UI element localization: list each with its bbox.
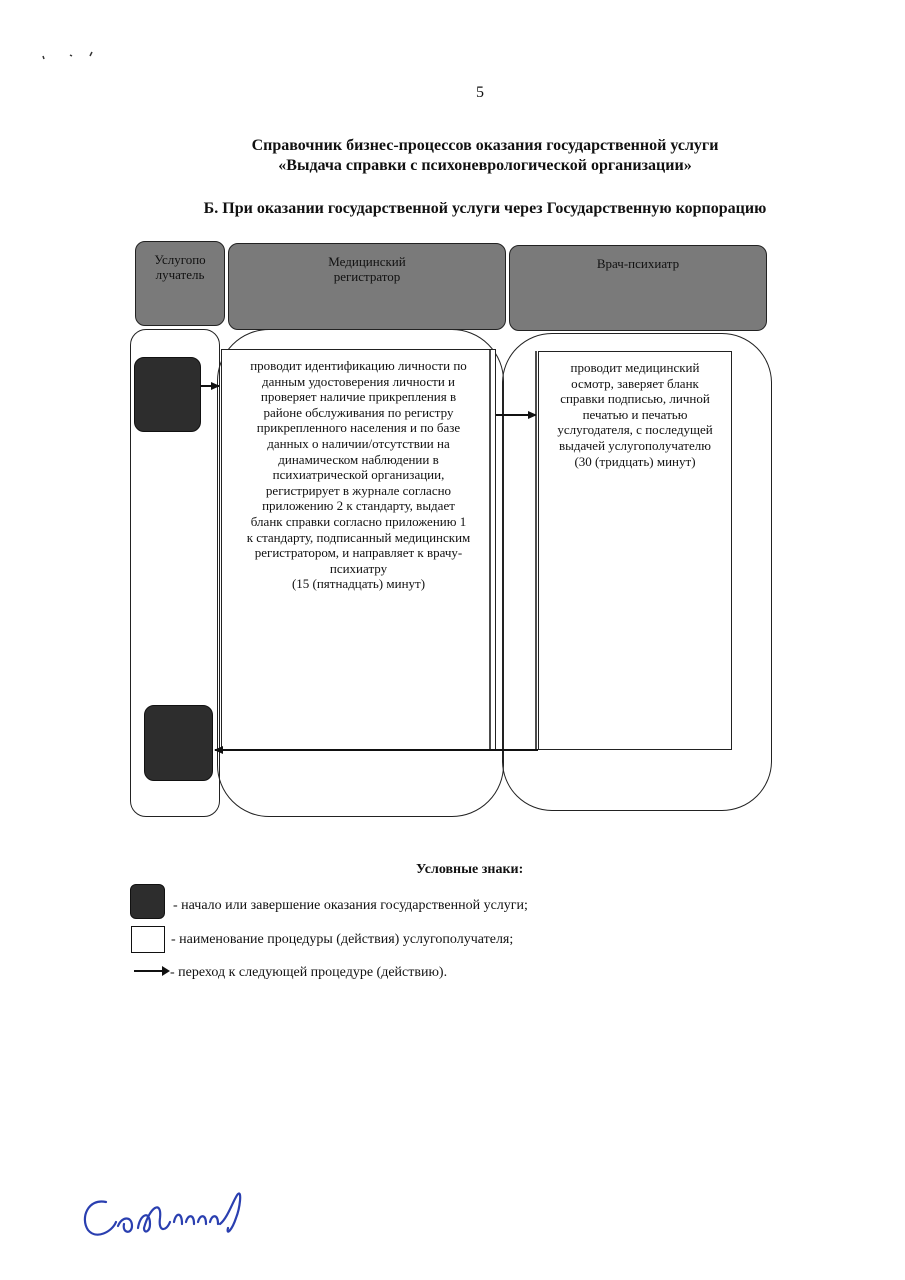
process-text-line: проверяет наличие прикрепления в [260, 389, 457, 405]
scan-specks [40, 50, 120, 70]
legend-title: Условные знаки: [416, 862, 524, 877]
process-text-line: к стандарту, подписанный медицинским [246, 529, 471, 545]
lane-label-line2: регистратор [333, 269, 401, 284]
lane-label-line1: Медицинский [328, 254, 406, 269]
legend-procedure-icon [131, 926, 165, 953]
process-text-line: данным удостоверения личности и [261, 373, 456, 389]
title-line-1: Справочник бизнес-процессов оказания государственной услуги [251, 137, 719, 154]
process-text-line: (30 (тридцать) минут) [574, 453, 696, 469]
lane-label-line2: лучатель [155, 267, 205, 282]
process-text-line: районе обслуживания по регистру [263, 404, 454, 420]
legend-terminal-icon [130, 884, 165, 919]
process-text-line: справки подписью, личной [560, 391, 710, 407]
page-number: 5 [476, 84, 484, 101]
legend-arrow-icon [132, 964, 172, 978]
process-text-line: выдачей услугополучателю [559, 437, 711, 453]
process-text-line: регистратором, и направляет к врачу- [254, 545, 463, 561]
process-text-line: проводит идентификацию личности по [250, 358, 467, 373]
process-text-line: динамическом наблюдении в [278, 451, 439, 467]
process-text-line: услугодателя, с последущей [557, 422, 713, 438]
process-text-line: приложению 2 к стандарту, выдает [262, 498, 455, 514]
legend-procedure-text: - наименование процедуры (действия) услугополучателя; [171, 932, 514, 947]
process-text-line: печатью и печатью [582, 406, 688, 422]
process-text-line: прикрепленного населения и по базе [256, 420, 461, 436]
process-text-line: бланк справки согласно приложению 1 [250, 513, 467, 529]
process-text-line: психиатру [329, 560, 388, 576]
process-text-line: психиатрической организации, [272, 467, 445, 483]
signature-image [78, 1188, 258, 1258]
process-text-line: данных о наличии/отсутствии на [267, 435, 450, 451]
section-subtitle: Б. При оказании государственной услуги через Государственную корпорацию [203, 200, 767, 217]
lane-label-line1: Врач-психиатр [596, 256, 680, 271]
process-text-line: осмотр, заверяет бланк [571, 375, 699, 391]
process-text-line: регистрирует в журнале согласно [265, 482, 452, 498]
process-text-line: проводит медицинский [570, 360, 700, 375]
process-text-line: (15 (пятнадцать) минут) [291, 576, 426, 592]
lane-label-line1: Услугопо [154, 252, 206, 267]
legend-arrow-text: - переход к следующей процедуре (действию). [170, 965, 448, 980]
legend-terminal-text: - начало или завершение оказания государственной услуги; [173, 898, 528, 913]
title-line-2: «Выдача справки с психоневрологической организации» [278, 157, 692, 174]
